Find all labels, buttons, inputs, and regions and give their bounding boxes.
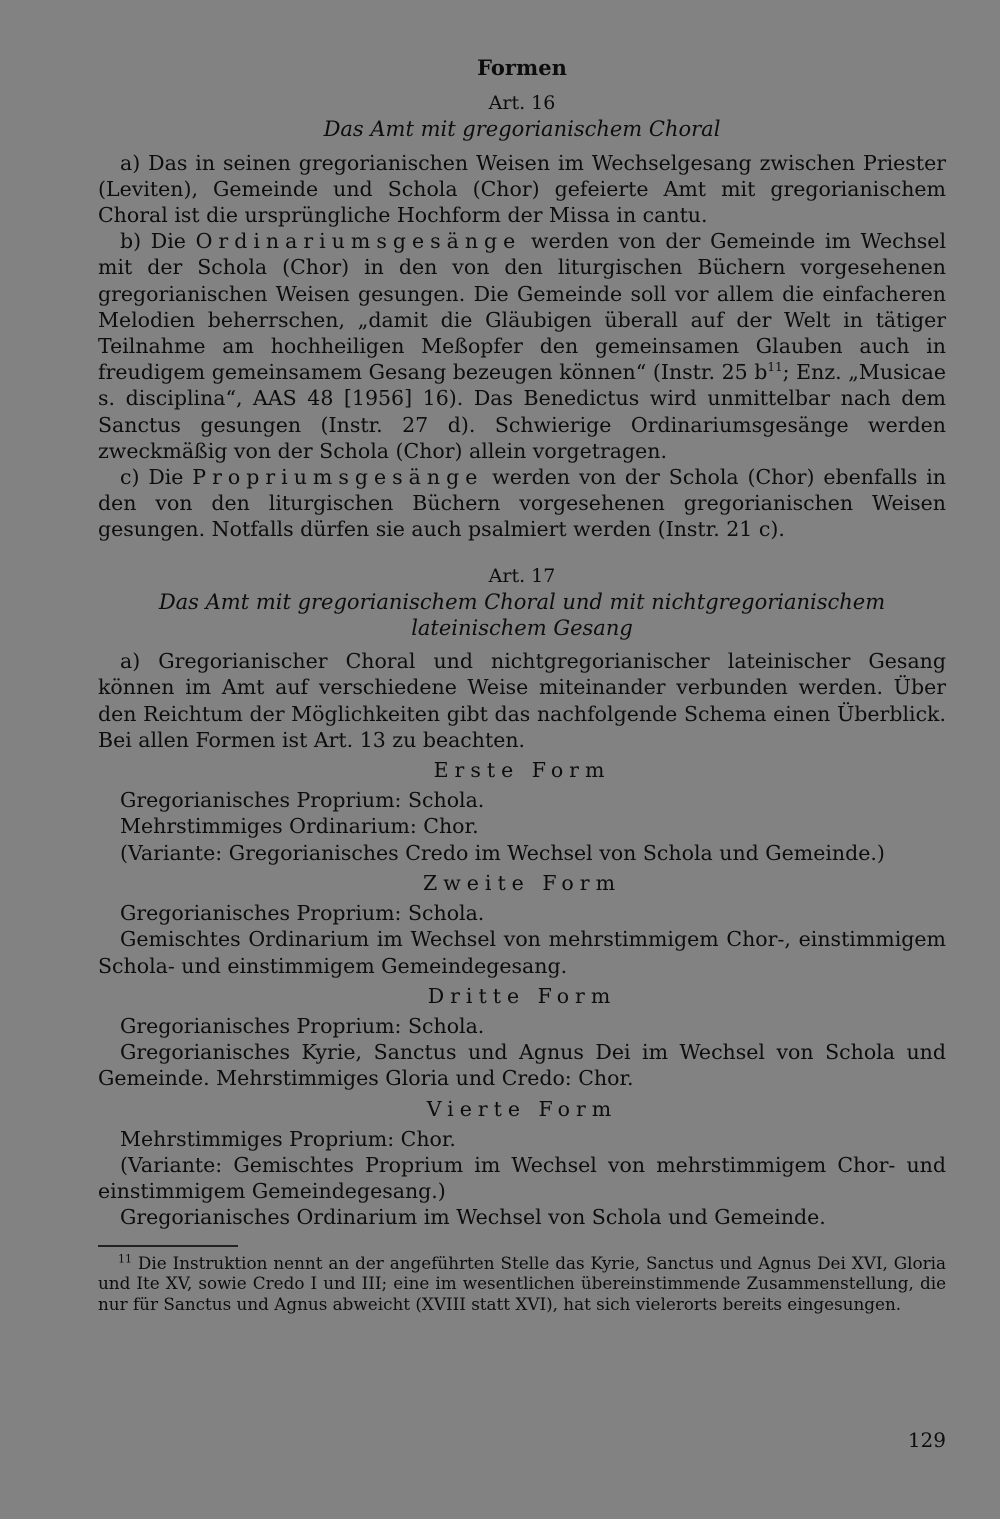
footnote-text: Die Instruktion nennt an der angeführten Stelle das Kyrie, Sanctus und Agnus Dei XVI, Gloria und Ite XV, sowie Credo I und III; eine im wesentlichen übereinstimmende Zusammenstellung, die nur für Sanctus und Agnus abweicht (XVIII statt XVI), hat sich vielerorts bereits eingesungen. xyxy=(98,1252,946,1314)
article-16-number: Art. 16 xyxy=(488,92,556,115)
form-2-line: Gregorianisches Proprium: Schola. xyxy=(120,901,485,926)
form-2-line: Gemischtes Ordinarium im Wechsel von mehrstimmigem Chor-, einstimmigem Schola- und einstimmigem Gemeindegesang. xyxy=(98,927,946,978)
article-16-paragraph-c xyxy=(98,464,946,543)
article-17-number: Art. 17 xyxy=(488,564,556,587)
form-4-line: Gregorianisches Ordinarium im Wechsel von Schola und Gemeinde. xyxy=(120,1205,826,1230)
paragraph-b-text: werden von der Gemeinde im Wechsel mit der Schola (Chor) in den von den liturgischen Büchern vorgesehenen gregorianischen Weisen gesungen. Die Gemeinde soll vor allem die einfacheren Melodien beherrschen, „damit die Gläubigen überall auf der Welt in tätiger Teilnahme am hochheiligen Meßopfer den gemeinsamen Glauben auch in freudigem gemeinsamem Gesang bezeugen können“ (Instr. 25 b xyxy=(98,229,946,385)
section-heading: Formen xyxy=(477,55,567,80)
form-3-heading: Dritte Form xyxy=(427,983,617,1008)
form-3-line: Gregorianisches Proprium: Schola. xyxy=(120,1013,485,1038)
page-number: 129 xyxy=(907,1428,946,1452)
form-1-line: Mehrstimmiges Ordinarium: Chor. xyxy=(120,814,479,839)
form-4-line: (Variante: Gemischtes Proprium im Wechsel von mehrstimmigem Chor- und einstimmigem Gemeindegesang.) xyxy=(98,1152,946,1204)
form-1-heading: Erste Form xyxy=(433,758,611,783)
footnote xyxy=(98,1253,946,1315)
form-3-line: Gregorianisches Kyrie, Sanctus und Agnus Dei im Wechsel von Schola und Gemeinde. Mehrstimmiges Gloria und Credo: Chor. xyxy=(98,1040,946,1091)
article-16-paragraph-a: a) Das in seinen gregorianischen Weisen im Wechselgesang zwischen Priester (Leviten), Gemeinde und Schola (Chor) gefeierte Amt mit gregorianischem Choral ist die ursprüngliche Hochform der Missa in cantu. xyxy=(98,150,946,228)
footnote-reference: 11 xyxy=(767,360,783,375)
term-propriumsgesaenge: Propriumsgesänge xyxy=(192,465,484,490)
term-ordinariumsgesaenge: Ordinariumsgesänge xyxy=(195,229,522,254)
form-1-line: (Variante: Gregorianisches Credo im Wechsel von Schola und Gemeinde.) xyxy=(120,840,885,865)
article-16-paragraph-b xyxy=(98,228,946,464)
form-4-heading: Vierte Form xyxy=(426,1096,618,1121)
form-2-heading: Zweite Form xyxy=(422,870,622,895)
article-17-paragraph-a: a) Gregorianischer Choral und nichtgregorianischer lateinischer Gesang können im Amt auf verschiedene Weise miteinander verbunden werden. Über den Reichtum der Möglichkeiten gibt das nachfolgende Schema einen Überblick. Bei allen Formen ist Art. 13 zu beachten. xyxy=(98,649,946,752)
form-4-line: Mehrstimmiges Proprium: Chor. xyxy=(120,1126,456,1151)
footnote-mark: 11 xyxy=(118,1251,132,1265)
page-body xyxy=(98,55,946,1314)
article-16-title: Das Amt mit gregorianischem Choral xyxy=(323,117,721,142)
paragraph-b-end: ; Enz. „Musicae s. disciplina“, AAS 48 [1956] 16). Das Benedictus wird unmittelbar nach dem Sanctus gesungen (Instr. 27 d). Schwierige Ordinariumsgesänge werden zweckmäßig von der Schola (Chor) allein vorgetragen. xyxy=(98,360,946,463)
article-17-title: Das Amt mit gregorianischem Choral und mit nichtgregorianischem lateinischem Gesang xyxy=(158,589,886,641)
paragraph-b-prefix: b) Die xyxy=(120,229,196,254)
form-1-line: Gregorianisches Proprium: Schola. xyxy=(120,788,485,813)
footnote-divider xyxy=(98,1245,238,1247)
paragraph-c-text: werden von der Schola (Chor) ebenfalls in den von den liturgischen Büchern vorgesehenen gregorianischen Weisen gesungen. Notfalls dürfen sie auch psalmiert werden (Instr. 21 c). xyxy=(98,465,946,542)
paragraph-c-prefix: c) Die xyxy=(120,465,193,490)
